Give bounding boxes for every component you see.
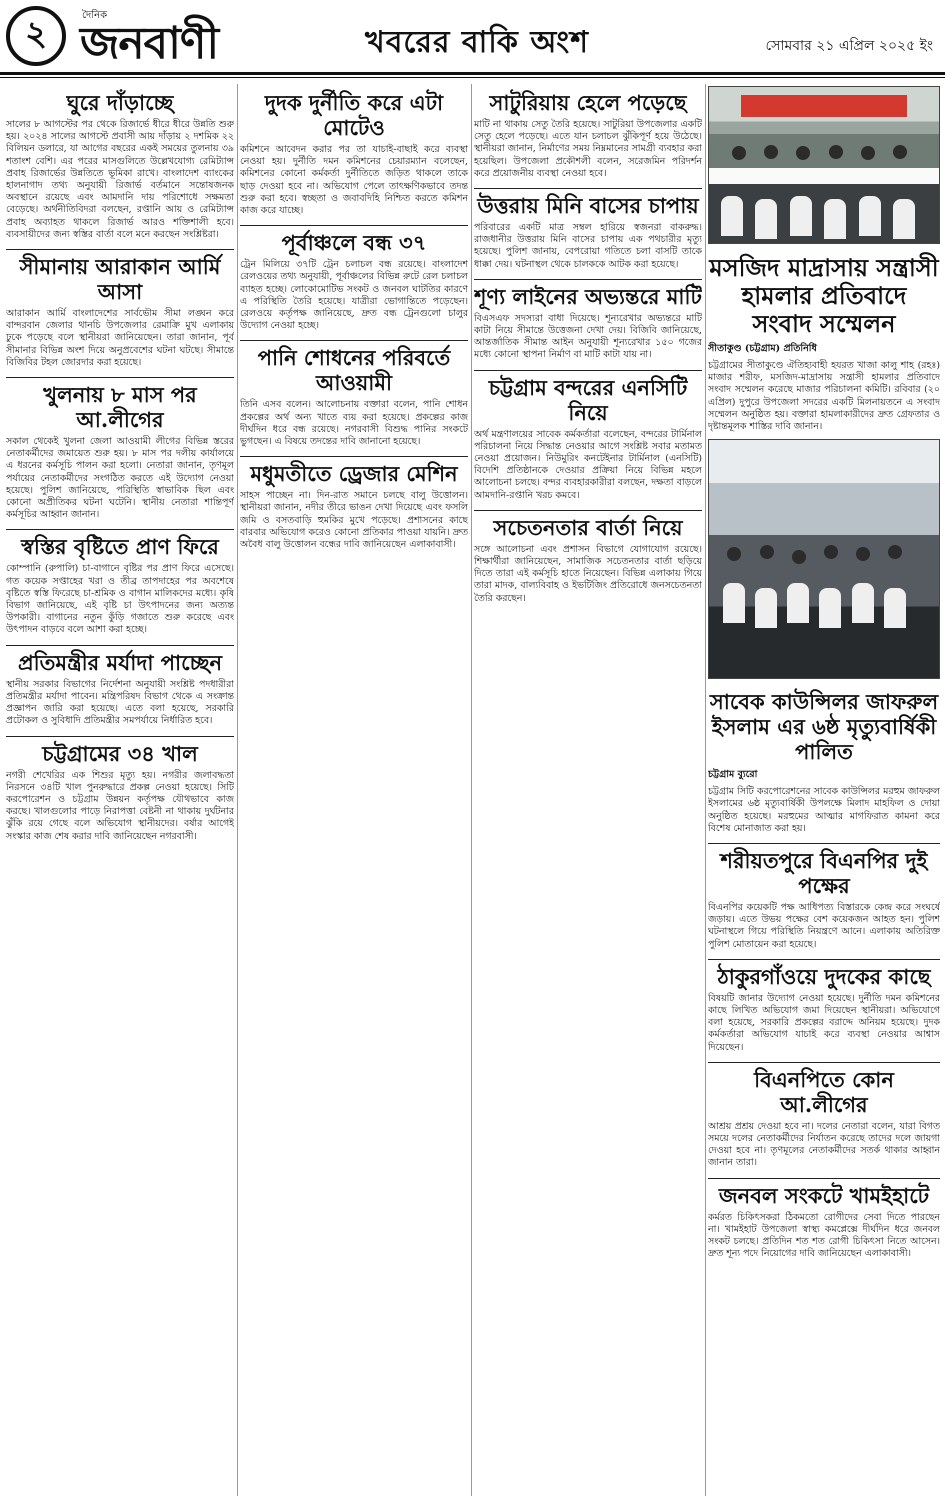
story-headline[interactable]: সচেতনতার বার্তা নিয়ে	[474, 510, 702, 540]
masthead-rule-thin	[0, 77, 945, 78]
story-headline[interactable]: পূর্বাঞ্চলে বন্ধ ৩৭	[240, 225, 468, 255]
column-divider	[237, 84, 238, 1496]
column-3	[474, 84, 702, 1496]
story-headline[interactable]: চট্টগ্রাম বন্দরের এনসিটি নিয়ে	[474, 370, 702, 425]
story-headline[interactable]: শরীয়তপুরে বিএনপির দুই পক্ষের	[708, 843, 940, 898]
logo-name: জনবাণী	[80, 18, 219, 69]
story-khulna-awami-league[interactable]	[6, 375, 234, 521]
story-headline[interactable]: শূণ্য লাইনের অভ্যন্তরে মাটি	[474, 279, 702, 309]
death-anniversary-photo	[708, 439, 940, 679]
story-body: বিএসএফ সদস্যরা বাধা দিয়েছে। শূন্যরেখার অভ্যন্তরে মাটি কাটা নিয়ে সীমান্তে উত্তেজনা দেখা দেয়। বিজিবি জানিয়েছে, আন্তর্জাতিক সীমান্ত আইন অনুযায়ী শূন্যরেখার ১৫০ গজের মধ্যে কোনো স্থাপনা নির্মাণ বা মাটি কাটা যায় না।	[474, 312, 702, 361]
story-body: অর্থ মন্ত্রণালয়ের সাবেক কর্মকর্তারা বলেছেন, বন্দরের টার্মিনাল পরিচালনা নিয়ে সিদ্ধান্ত নেওয়ার আগে সংশ্লিষ্ট সবার মতামত নেওয়া প্রয়োজন। নিউমুরিং কনটেইনার টার্মিনাল (এনসিটি) বিদেশি প্রতিষ্ঠানকে দেওয়ার প্রক্রিয়া নিয়ে বিভিন্ন মহলে আলোচনা চলছে। বন্দর ব্যবহারকারীরা বলছেন, দক্ষতা বাড়লে আমদানি-রপ্তানি খরচ কমবে।	[474, 428, 702, 501]
story-bnp-no-awami-league[interactable]	[708, 1060, 940, 1170]
story-body: কর্মরত চিকিৎসকরা ঠিকমতো রোগীদের সেবা দিতে পারছেন না। খামইহাট উপজেলা স্বাস্থ্য কমপ্লেক্সে দীর্ঘদিন ধরে জনবল সংকট চলছে। প্রতিদিন শত শত রোগী চিকিৎসা নিতে আসেন। দ্রুত শূন্য পদে নিয়োগের দাবি জানিয়েছেন এলাকাবাসী।	[708, 1211, 940, 1260]
story-chattogram-canals[interactable]	[6, 734, 234, 843]
story-awareness-message[interactable]	[474, 508, 702, 605]
story-headline[interactable]: জনবল সংকটে খামইহাটে	[708, 1178, 940, 1208]
column-1	[6, 84, 234, 1496]
story-rain-relief[interactable]	[6, 527, 234, 636]
story-body: আশ্রয় প্রশ্রয় দেওয়া হবে না। দলের নেতারা বলেন, যারা বিগত সময়ে দলের নেতাকর্মীদের নির্যাতন করেছে তাদের দলে জায়গা দেওয়া হবে না। তৃণমূলের নেতাকর্মীদের সতর্ক থাকার আহ্বান জানান তারা।	[708, 1120, 940, 1169]
story-eastern-trains[interactable]	[240, 223, 468, 332]
story-headline[interactable]: খুলনায় ৮ মাস পর আ.লীগের	[6, 377, 234, 432]
story-headline[interactable]: পানি শোধনের পরিবর্তে আওয়ামী	[240, 340, 468, 395]
story-councillor-anniversary[interactable]	[708, 683, 940, 835]
story-body: মাটি না থাকায় সেতু তৈরি হয়েছে। সাটুরিয়া উপজেলার একটি সেতু হেলে পড়েছে। এতে যান চলাচল ঝুঁকিপূর্ণ হয়ে উঠেছে। স্থানীয়রা জানান, নির্মাণের সময় নিম্নমানের সামগ্রী ব্যবহার করা হয়েছিল। উপজেলা প্রকৌশলী বলেন, সরেজমিন পরিদর্শন করে প্রয়োজনীয় ব্যবস্থা নেওয়া হবে।	[474, 119, 702, 179]
photo-table	[709, 168, 939, 184]
story-state-minister-status[interactable]	[6, 643, 234, 728]
story-zero-line-soil[interactable]	[474, 277, 702, 362]
story-acc-corruption[interactable]	[240, 84, 468, 217]
story-body: তিনি এসব বলেন। আলোচনায় বক্তারা বলেন, পানি শোধন প্রকল্পের অর্থ অন্য খাতে ব্যয় করা হয়েছে। প্রকল্পের কাজ দীর্ঘদিন ধরে বন্ধ রয়েছে। নগরবাসী বিশুদ্ধ পানির সংকটে ভুগছেন। এ বিষয়ে তদন্তের দাবি জানানো হয়েছে।	[240, 399, 468, 448]
story-madhumati-dredger[interactable]	[240, 454, 468, 551]
story-headline[interactable]: ঘুরে দাঁড়াচ্ছে	[66, 90, 174, 115]
story-body: বিএনপির কয়েকটি পক্ষ আধিপত্য বিস্তারকে কেন্দ্র করে সংঘর্ষে জড়ায়। এতে উভয় পক্ষের বেশ কয়েকজন আহত হন। পুলিশ ঘটনাস্থলে গিয়ে পরিস্থিতি নিয়ন্ত্রণে আনে। এলাকায় অতিরিক্ত পুলিশ মোতায়েন করা হয়েছে।	[708, 902, 940, 950]
story-headline[interactable]: চট্টগ্রামের ৩৪ খাল	[6, 736, 234, 766]
story-headline[interactable]: দুদক দুর্নীতি করে এটা মোটেও	[264, 90, 444, 140]
story-body: বিষয়টি জানার উদ্যোগ নেওয়া হয়েছে। দুর্নীতি দমন কমিশনের কাছে লিখিত অভিযোগ জমা দিয়েছেন স্থানীয়রা। অভিযোগে বলা হয়েছে, সরকারি প্রকল্পের বরাদ্দে অনিয়ম হয়েছে। দুদক কর্মকর্তারা অভিযোগ যাচাই করে ব্যবস্থা নেওয়ার আশ্বাস দিয়েছেন।	[708, 992, 940, 1053]
story-body: সকাল থেকেই খুলনা জেলা আওয়ামী লীগের বিভিন্ন স্তরের নেতাকর্মীদের জমায়েত শুরু হয়। ৮ মাস পর দলীয় কার্যালয়ে এ ধরনের কর্মসূচি পালন করা হলো। নেতারা জানান, তৃণমূল পর্যায়ের নেতাকর্মীদের সংগঠিত করতে এই উদ্যোগ নেওয়া হয়েছে। পুলিশ জানিয়েছে, পরিস্থিতি স্বাভাবিক ছিল এবং কোনো অপ্রীতিকর ঘটনা ঘটেনি। স্থানীয় নেতারা শান্তিপূর্ণ কর্মসূচির আহ্বান জানান।	[6, 436, 234, 521]
newspaper-logo[interactable]	[80, 8, 270, 70]
story-mosque-madrasa-attack[interactable]	[708, 248, 940, 433]
column-divider	[705, 84, 706, 1496]
story-headline[interactable]: উত্তরায় মিনি বাসের চাপায়	[474, 188, 702, 218]
story-headline[interactable]: সীমানায় আরাকান আর্মি আসা	[6, 249, 234, 304]
story-chattogram-port-nct[interactable]	[474, 368, 702, 502]
story-body: কোম্পানি (রুপালি) চা-বাগানে বৃষ্টির পর প্রাণ ফিরে এসেছে। গত কয়েক সপ্তাহের খরা ও তীব্র তাপদাহের পর অবশেষে বৃষ্টিতে স্বস্তি ফিরেছে চা-শ্রমিক ও বাগান মালিকদের মধ্যে। কৃষি বিভাগ জানিয়েছে, এই বৃষ্টি চা উৎপাদনের জন্য অত্যন্ত উপকারী। বাগানের নতুন কুঁড়ি গজাতে শুরু করেছে এবং উৎপাদন বাড়বে বলে আশা করা হচ্ছে।	[6, 563, 234, 636]
story-headline[interactable]: মসজিদ মাদ্রাসায় সন্ত্রাসী হামলার প্রতিবাদে সংবাদ সম্মেলন	[709, 253, 939, 338]
story-thakurgaon-acc[interactable]	[708, 957, 940, 1054]
story-reserve[interactable]	[6, 84, 234, 241]
story-body: চট্টগ্রাম সিটি করপোরেশনের সাবেক কাউন্সিলর মরহুম জাফরুল ইসলামের ৬ষ্ঠ মৃত্যুবার্ষিকী উপলক্ষে মিলাদ মাহফিল ও দোয়া অনুষ্ঠিত হয়েছে। মরহুমের আত্মার মাগফিরাত কামনা করে বিশেষ মোনাজাত করা হয়।	[708, 786, 940, 834]
column-4	[708, 84, 940, 1496]
story-saturia-bridge[interactable]	[474, 84, 702, 180]
story-byline: সীতাকুণ্ড (চট্টগ্রাম) প্রতিনিধি	[708, 343, 817, 354]
story-headline[interactable]: স্বস্তির বৃষ্টিতে প্রাণ ফিরে	[6, 529, 234, 559]
story-byline: চট্টগ্রাম ব্যুরো	[708, 769, 758, 781]
story-body: স্থানীয় সরকার বিভাগের নির্দেশনা অনুযায়ী সংশ্লিষ্ট পদধারীরা প্রতিমন্ত্রীর মর্যাদা পাবেন। মন্ত্রিপরিষদ বিভাগ থেকে এ সংক্রান্ত প্রজ্ঞাপন জারি করা হয়েছে। এতে বলা হয়েছে, সরকারি প্রটোকল ও সুবিধাদি প্রতিমন্ত্রীর সমপর্যায়ে নির্ধারিত হবে।	[6, 678, 234, 727]
story-headline[interactable]: সাটুরিয়ায় হেলে পড়েছে	[489, 90, 687, 115]
story-headline[interactable]: সাবেক কাউন্সিলর জাফরুল ইসলাম এর ৬ষ্ঠ মৃত্যুবার্ষিকী পালিত	[709, 689, 939, 765]
story-headline[interactable]: মধুমতীতে ড্রেজার মেশিন	[240, 456, 468, 486]
masthead-rule	[0, 72, 945, 75]
story-headline[interactable]: ঠাকুরগাঁওয়ে দুদকের কাছে	[708, 959, 940, 989]
press-conference-photo	[708, 86, 940, 244]
story-uttara-minibus[interactable]	[474, 186, 702, 271]
page-number: ২	[6, 6, 66, 66]
story-headline[interactable]: প্রতিমন্ত্রীর মর্যাদা পাচ্ছেন	[6, 645, 234, 675]
logo-daily-label: দৈনিক	[82, 10, 108, 21]
masthead	[0, 0, 945, 84]
story-water-treatment[interactable]	[240, 338, 468, 448]
column-2	[240, 84, 468, 1496]
story-body: কমিশনে আবেদন করার পর তা যাচাই-বাছাই করে ব্যবস্থা নেওয়া হয়। দুর্নীতি দমন কমিশনের চেয়ারম্যান বলেছেন, কমিশনের কোনো কর্মকর্তা দুর্নীতিতে জড়িত থাকলে তাকে ছাড় দেওয়া হবে না। অভিযোগ পেলে তাৎক্ষণিকভাবে তদন্ত শুরু করা হবে। স্বচ্ছতা ও জবাবদিহি নিশ্চিত করতে কমিশন কাজ করে যাচ্ছে।	[240, 144, 468, 217]
story-khamihat-staff-shortage[interactable]	[708, 1176, 940, 1261]
story-arakan-army[interactable]	[6, 247, 234, 369]
story-body: সাহস পাচ্ছেন না। দিন-রাত সমানে চলছে বালু উত্তোলন। স্থানীয়রা জানান, নদীর তীরে ভাঙন দেখা দিয়েছে এবং ফসলি জমি ও বসতবাড়ি হুমকির মুখে পড়েছে। প্রশাসনের কাছে বারবার অভিযোগ করেও কোনো প্রতিকার পাওয়া যায়নি। দ্রুত অবৈধ বালু উত্তোলন বন্ধের দাবি জানিয়েছেন এলাকাবাসী।	[240, 490, 468, 551]
photo-banner	[741, 95, 907, 117]
story-body: ট্রেন মিলিয়ে ৩৭টি ট্রেন চলাচল বন্ধ রয়েছে। বাংলাদেশ রেলওয়ের তথ্য অনুযায়ী, পূর্বাঞ্চলের বিভিন্ন রুটে রেল চলাচল ব্যাহত হচ্ছে। লোকোমোটিভ সংকট ও জনবল ঘাটতির কারণে এ পরিস্থিতি তৈরি হয়েছে। যাত্রীরা ভোগান্তিতে পড়েছেন। রেলওয়ে কর্তৃপক্ষ জানিয়েছে, দ্রুত বন্ধ ট্রেনগুলো চালুর উদ্যোগ নেওয়া হচ্ছে।	[240, 259, 468, 332]
story-body: সালের ৮ আগস্টের পর থেকে রিজার্ভে ধীরে ধীরে উন্নতি শুরু হয়। ২০২৪ সালের আগস্টে প্রবাসী আয় দাঁড়ায় ২ দশমিক ২২ বিলিয়ন ডলারে, যা আগের বছরের একই সময়ের তুলনায় ৩৯ শতাংশ বেশি। এর পরের মাসগুলিতে উল্লেখযোগ্য রেমিট্যান্স প্রবাহ রিজার্ভের উন্নতিতে ভূমিকা রাখে। বাংলাদেশ ব্যাংকের হালনাগাদ তথ্য অনুযায়ী রিজার্ভ বর্তমানে সন্তোষজনক অবস্থানে রয়েছে এবং আমদানি দায় পরিশোধে সক্ষমতা বেড়েছে। অর্থনীতিবিদরা বলছেন, রপ্তানি আয় ও রেমিট্যান্স প্রবাহ অব্যাহত থাকলে রিজার্ভ আরও শক্তিশালী হবে। ব্যবসায়ীদের জন্য স্বস্তির বার্তা বলে মনে করছেন সংশ্লিষ্টরা।	[6, 119, 234, 240]
story-shariatpur-bnp[interactable]	[708, 841, 940, 951]
story-body: চট্টগ্রামের সীতাকুণ্ডে ঐতিহ্যবাহী হযরত খাজা কালু শাহ (রহঃ) মাজার শরীফ, মসজিদ-মাদ্রাসায় সন্ত্রাসী হামলার প্রতিবাদে সংবাদ সম্মেলন করেছে মাজার পরিচালনা কমিটি। রবিবার (২০ এপ্রিল) দুপুরে উপজেলা সদরের একটি মিলনায়তনে এ সংবাদ সম্মেলন অনুষ্ঠিত হয়। বক্তারা হামলাকারীদের দ্রুত গ্রেফতার ও দৃষ্টান্তমূলক শাস্তির দাবি জানান।	[708, 360, 940, 433]
column-divider	[471, 84, 472, 1496]
story-body: পরিবারের একটি মাত্র সম্বল হারিয়ে স্বজনরা বাকরুদ্ধ। রাজধানীর উত্তরায় মিনি বাসের চাপায় এক পথচারীর মৃত্যু হয়েছে। পুলিশ জানায়, বেপরোয়া গতিতে চলা বাসটি তাকে ধাক্কা দেয়। ঘটনাস্থল থেকে চালককে আটক করা হয়েছে।	[474, 222, 702, 270]
story-body: আরাকান আর্মি বাংলাদেশের সার্বভৌম সীমা লঙ্ঘন করে বান্দরবান জেলার থানচি উপজেলার রেমাক্রি মুখ এলাকায় ঢুকে পড়েছে বলে স্থানীয়রা জানিয়েছেন। তারা জানান, পূর্ব সীমানার বিভিন্ন অংশ দিয়ে অনুপ্রবেশের ঘটনা ঘটছে। সীমান্তে বিজিবির টহল জোরদার করা হয়েছে।	[6, 308, 234, 368]
story-headline[interactable]: বিএনপিতে কোন আ.লীগের	[708, 1062, 940, 1117]
issue-date: সোমবার ২১ এপ্রিল ২০২৫ ইং	[765, 38, 933, 54]
section-title: খবরের বাকি অংশ	[365, 25, 589, 60]
story-body: নগরী শেখেরির এক শিশুর মৃত্যু হয়। নগরীর জলাবদ্ধতা নিরসনে ৩৪টি খাল পুনরুদ্ধারে প্রকল্প নেওয়া হয়েছে। সিটি করপোরেশন ও চট্টগ্রাম উন্নয়ন কর্তৃপক্ষ যৌথভাবে কাজ করছে। খালগুলোর পাড়ে নিরাপত্তা বেষ্টনী না থাকায় দুর্ঘটনার ঝুঁকি রয়ে গেছে বলে অভিযোগ স্থানীয়দের। বর্ষার আগেই সংস্কার কাজ শেষ করার দাবি জানিয়েছেন নগরবাসী।	[6, 769, 234, 842]
story-body: সঙ্গে আলোচনা এবং প্রশাসন বিভাগে যোগাযোগ রয়েছে। শিক্ষার্থীরা জানিয়েছেন, সামাজিক সচেতনতার বার্তা ছড়িয়ে দিতে তারা এই কর্মসূচি হাতে নিয়েছেন। বিভিন্ন এলাকায় গিয়ে তারা মাদক, বাল্যবিবাহ ও ইভটিজিং প্রতিরোধে জনসচেতনতা তৈরি করছেন।	[474, 543, 702, 604]
